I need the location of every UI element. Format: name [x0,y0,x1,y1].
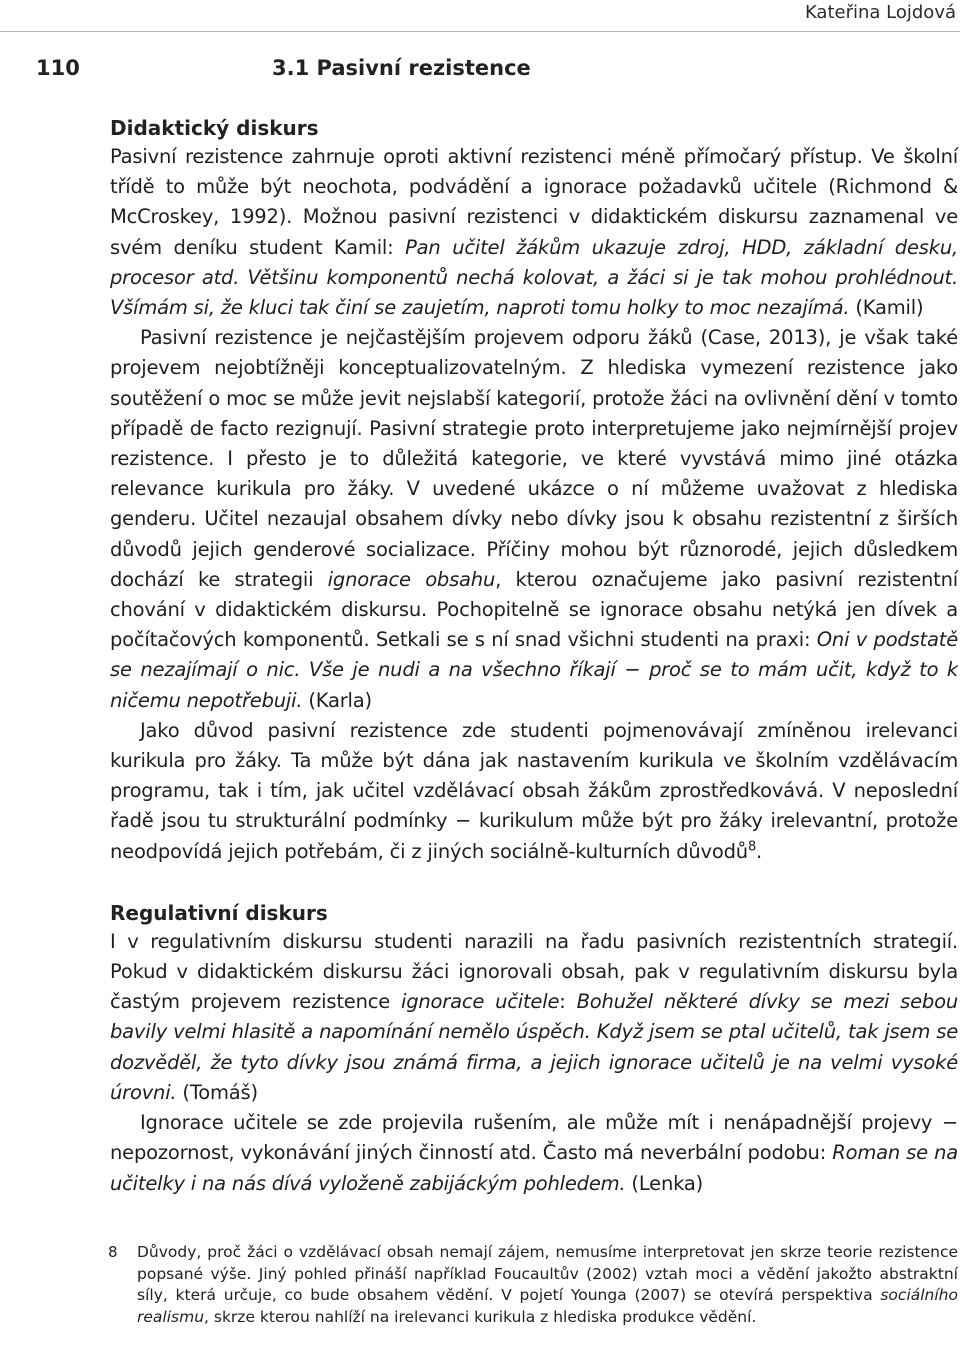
text-run: (Kamil) [849,296,924,320]
paragraph [110,716,958,867]
quote-italic: Pan učitel žákům ukazuje zdroj, HDD, základní desku, procesor atd. Většinu komponentů nechá kolovat, a žáci si je tak mohou prohlédnout. Všímám si, že kluci tak činí se zaujetím, naproti tomu holky to moc nezajímá. [110,235,958,320]
term-italic: ignorace učitele [400,990,560,1014]
header-divider [0,31,960,32]
main-text [110,114,958,1199]
term-italic: sociálního realismu [137,1286,958,1326]
chapter-title: 3.1 Pasivní rezistence [272,56,531,80]
footnote-reference[interactable]: 8 [747,839,757,855]
quote-italic: Oni v podstatě se nezajímají o nic. Vše je nudi a na všechno říkají − proč se to mám učit, když to k ničemu nepotřebuji. [110,628,958,712]
text-run: , kterou označujeme jako pasivní rezistentní chování v didaktickém diskursu. Pochopitelně se ignorace obsahu netýká jen dívek a počítačových komponentů. Setkali se s ní snad všichni studenti na praxi: [110,567,959,652]
paragraph [110,927,958,1108]
section-heading-didactic: Didaktický diskurs [110,116,319,140]
text-run: Pasivní rezistence je nejčastějším projevem odporu žáků (Case, 2013), je však také projevem nejobtížněji konceptualizovatelným. Z hlediska vymezení rezistence jako soutěžení o moc se může jevit nejslabší kategorií, protože žáci na ovlivnění dění v tomto případě de facto rezignují. Pasivní strategie proto interpretujeme jako nejmírnější projev rezistence. I přesto je to důležitá kategorie, ve které vyvstává mimo jiné otázka relevance kurikula pro žáky. V uvedené ukázce o ní můžeme uvažovat z hlediska genderu. Učitel nezaujal obsahem dívky nebo dívky jsou k obsahu rezistentní z širších důvodů jejich genderové socializace. Příčiny mohou být různorodé, jejich důsledkem dochází ke strategii [110,326,958,591]
text-run: , skrze kterou nahlíží na irelevanci kurikula z hlediska produkce vědění. [204,1307,757,1326]
text-run: Důvody, proč žáci o vzdělávací obsah nemají zájem, nemusíme interpretovat jen skrze teorie rezistence popsané výše. Jiný pohled přináší například Foucaultův (2002) vztah moci a vědění jakožto abstraktní síly, která určuje, co bude obsahem vědění. V pojetí Younga (2007) se otevírá perspektiva [137,1243,958,1304]
quote-italic: Roman se na učitelky i na nás dívá vyloženě zabijáckým pohledem. [110,1141,959,1195]
footnote [110,1242,958,1328]
paragraph [110,323,958,716]
text-run: I v regulativním diskursu studenti narazili na řadu pasivních rezistentních strategií. Pokud v didaktickém diskursu žáci ignorovali obsah, pak v regulativním diskursu byla častým projevem rezistence [110,929,958,1014]
footnote-text [137,1242,958,1328]
paragraph [110,1108,958,1199]
term-italic: ignorace obsahu [327,567,496,591]
text-run: Ignorace učitele se zde projevila rušením, ale může mít i nenápadnější projevy − nepozornost, vykonávání jiných činností atd. Často má neverbální podobu: [110,1111,958,1165]
text-run: (Lenka) [625,1171,704,1195]
section-spacer [110,867,958,899]
paragraph [110,142,958,323]
text-run: Jako důvod pasivní rezistence zde studenti pojmenovávají zmíněnou irelevanci kurikula pro žáky. Ta může být dána jak nastavením kurikula ve školním vzdělávacím programu, tak i tím, jak učitel vzdělávací obsah žákům zprostředkovává. V neposlední řadě jsou tu strukturální podmínky − kurikulum může být pro žáky irelevantní, protože neodpovídá jejich potřebám, či z jiných sociálně-kulturních důvodů [110,718,958,863]
text-run: . [756,839,763,863]
footnote-number: 8 [108,1243,118,1261]
text-run: Pasivní rezistence zahrnuje oproti aktivní rezistenci méně přímočarý přístup. Ve školní třídě to může být neochota, podvádění a ignorace požadavků učitele (Richmond & McCroskey, 1992). Možnou pasivní rezistenci v didaktickém diskursu zaznamenal ve svém deníku student Kamil: [110,145,958,259]
text-run: : [559,990,577,1014]
section-heading-regulative: Regulativní diskurs [110,900,328,925]
text-run: (Karla) [302,688,372,712]
page-number: 110 [36,56,80,80]
quote-italic: Bohužel některé dívky se mezi sebou bavily velmi hlasitě a napomínání nemělo úspěch. Když jsem se ptal učitelů, tak jsem se dozvěděl, že tyto dívky jsou známá firma, a jejich ignorace učitelů je na velmi vysoké úrovni. [110,990,959,1104]
text-run: (Tomáš) [176,1080,258,1104]
running-header-author: Kateřina Lojdová [804,2,956,23]
